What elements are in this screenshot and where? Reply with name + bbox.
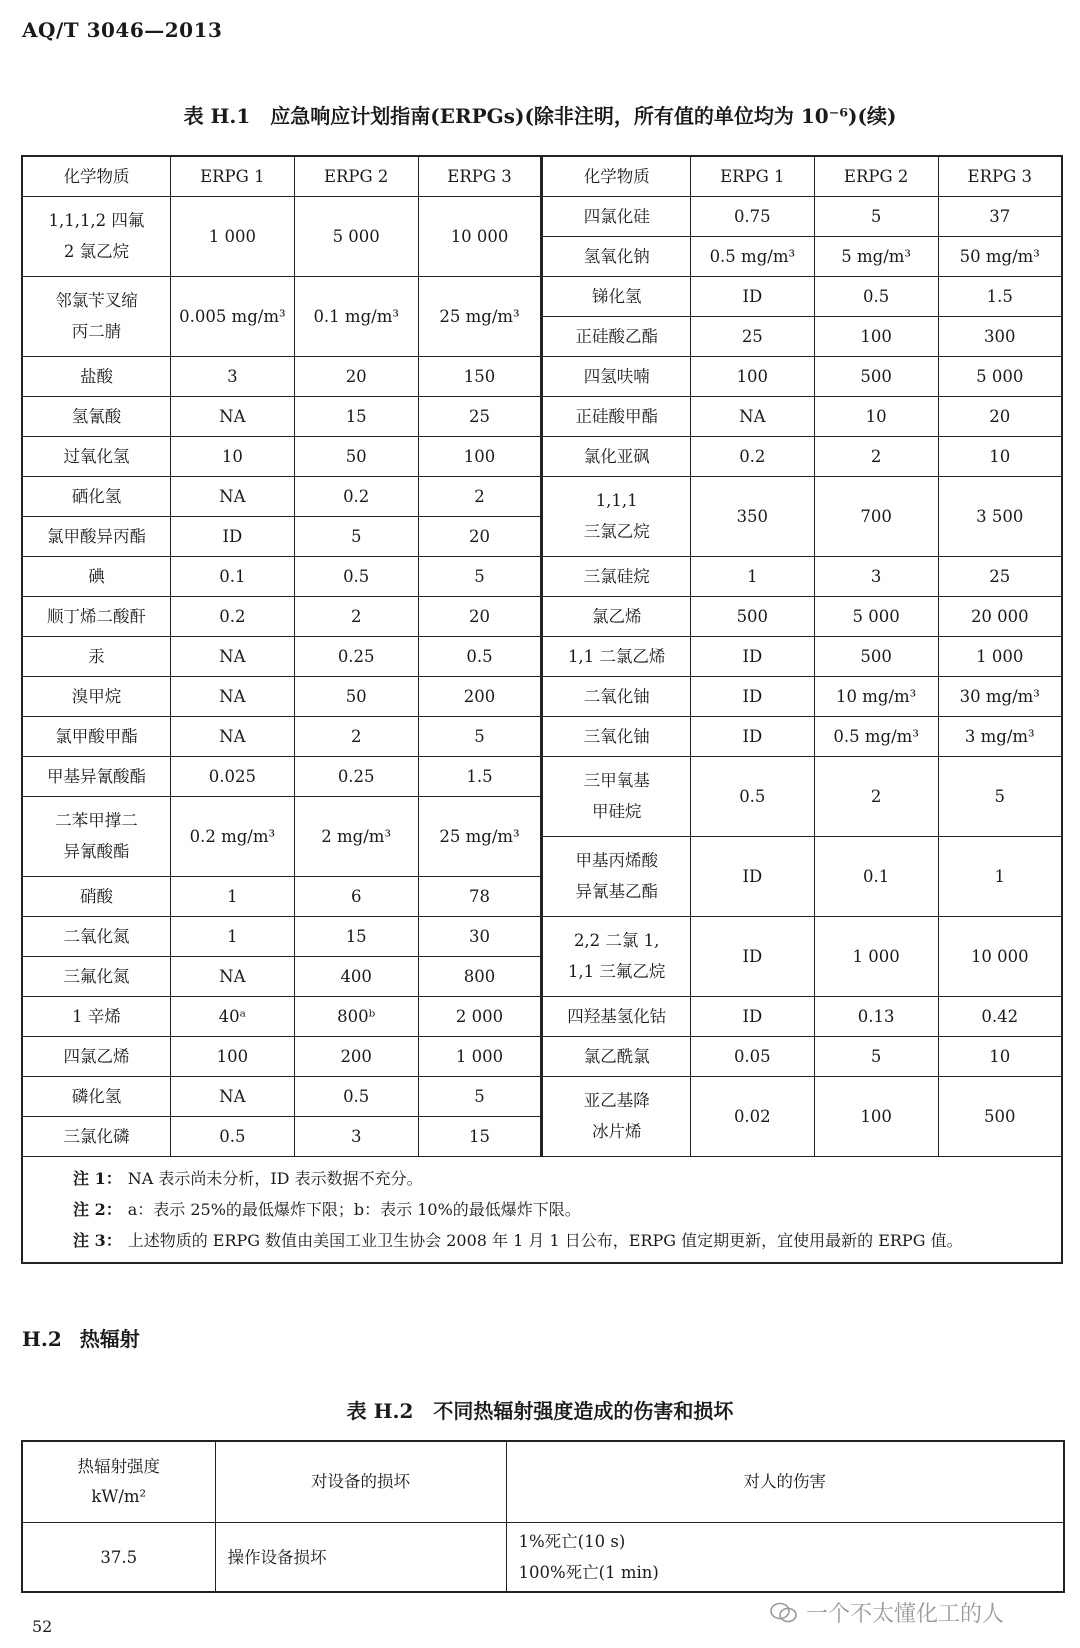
note-text: NA 表示尚未分析，ID 表示数据不充分。 (127, 1168, 423, 1188)
erpg2-value: 700 (814, 476, 938, 556)
equipment-header: 对设备的损坏 (215, 1441, 506, 1523)
section-title: 热辐射 (79, 1327, 140, 1351)
erpg3-value: 5 (418, 716, 542, 756)
erpg2-value: 5 (814, 1036, 938, 1076)
erpg2-value: 15 (294, 916, 418, 956)
substance-name-line: 锑化氢 (591, 286, 642, 306)
substance-name (22, 676, 170, 716)
erpg1-value: 0.05 (690, 1036, 814, 1076)
table2-caption: 表 H.2 不同热辐射强度造成的伤害和损坏 (346, 1399, 734, 1423)
table-row (22, 396, 1062, 436)
note-text: a：表示 25%的最低爆炸下限；b：表示 10%的最低爆炸下限。 (127, 1199, 581, 1219)
erpg1-value: ID (690, 676, 814, 716)
page-number: 52 (32, 1617, 53, 1636)
erpg1-value: 0.5 (170, 1116, 294, 1156)
substance-name-line: 甲基丙烯酸 (575, 851, 658, 870)
erpg2-value: 5 mg/m³ (814, 236, 938, 276)
substance-name (542, 996, 690, 1036)
substance-name-line: 1,1,1,2 四氟 (48, 211, 145, 230)
wechat-icon (770, 1602, 798, 1624)
substance-name (22, 636, 170, 676)
erpg2-value: 2 (814, 756, 938, 836)
substance-name (22, 356, 170, 396)
intensity-header: 热辐射强度 kW/m² (22, 1441, 215, 1523)
table-row (22, 756, 1062, 796)
column-header: ERPG 1 (690, 156, 814, 196)
note-line (73, 1194, 1011, 1225)
erpg2-value: 500 (814, 636, 938, 676)
erpg2-value: 50 (294, 436, 418, 476)
erpg1-value: ID (170, 516, 294, 556)
erpg1-value: NA (170, 716, 294, 756)
column-header: ERPG 3 (938, 156, 1062, 196)
erpg1-value: ID (690, 836, 814, 916)
substance-name-line: 氯乙烯 (591, 606, 642, 626)
erpg3-value: 20 (418, 516, 542, 556)
substance-name-line: 汞 (88, 646, 105, 666)
erpg1-value: 0.025 (170, 756, 294, 796)
column-header: 化学物质 (542, 156, 690, 196)
substance-name-line: 2 氯乙烷 (63, 242, 130, 261)
erpg1-value: NA (170, 956, 294, 996)
erpg1-value: ID (690, 916, 814, 996)
substance-name-line: 氯化亚砜 (583, 446, 650, 466)
substance-name-line: 1,1 三氟乙烷 (567, 962, 666, 981)
table-row (22, 356, 1062, 396)
erpg1-value: 25 (690, 316, 814, 356)
substance-name (22, 756, 170, 796)
erpg2-value: 10 mg/m³ (814, 676, 938, 716)
erpg1-value: NA (170, 1076, 294, 1116)
erpg1-value: ID (690, 716, 814, 756)
erpg2-value: 0.2 (294, 476, 418, 516)
table-row (22, 436, 1062, 476)
erpg1-value: 10 (170, 436, 294, 476)
substance-name-line: 1 辛烯 (72, 1006, 121, 1026)
erpg3-value: 3 mg/m³ (938, 716, 1062, 756)
table-row (22, 636, 1062, 676)
column-header: ERPG 3 (418, 156, 542, 196)
substance-name (542, 716, 690, 756)
substance-name (22, 796, 170, 876)
substance-name-line: 三氯硅烷 (583, 566, 650, 586)
substance-name-line: 1,1,1 (595, 491, 638, 510)
substance-name-line: 盐酸 (79, 366, 113, 386)
erpg2-value: 200 (294, 1036, 418, 1076)
table-row (22, 1076, 1062, 1116)
erpg1-value: 1 (170, 876, 294, 916)
substance-name-line: 四氢呋喃 (583, 366, 650, 386)
section-number: H.2 (22, 1327, 62, 1351)
erpg1-value: 0.5 mg/m³ (690, 236, 814, 276)
erpg1-value: 0.2 (170, 596, 294, 636)
substance-name (22, 556, 170, 596)
substance-name-line: 异氰酸酯 (63, 842, 130, 861)
erpg-table (21, 155, 1063, 1264)
note-label: 注 3： (73, 1230, 122, 1250)
substance-name-line: 顺丁烯二酸酐 (46, 606, 146, 626)
substance-name-line: 冰片烯 (591, 1122, 642, 1141)
column-header: ERPG 2 (814, 156, 938, 196)
erpg3-value: 50 mg/m³ (938, 236, 1062, 276)
erpg1-value: 500 (690, 596, 814, 636)
substance-name-line: 氯甲酸甲酯 (55, 726, 138, 746)
substance-name (542, 596, 690, 636)
substance-name-line: 碘 (88, 566, 105, 586)
substance-name (22, 876, 170, 916)
section-heading (22, 1323, 140, 1352)
erpg3-value: 20 (418, 596, 542, 636)
erpg1-value: 100 (690, 356, 814, 396)
erpg3-value: 0.5 (418, 636, 542, 676)
notes-row (22, 1156, 1062, 1263)
erpg2-value: 0.13 (814, 996, 938, 1036)
substance-name-line: 邻氯苄叉缩 (55, 291, 138, 310)
erpg1-value: 350 (690, 476, 814, 556)
erpg2-value: 3 (814, 556, 938, 596)
substance-name-line: 溴甲烷 (71, 686, 122, 706)
table-row (22, 276, 1062, 316)
note-text: 上述物质的 ERPG 数值由美国工业卫生协会 2008 年 1 月 1 日公布，ERPG 值定期更新，宜使用最新的 ERPG 值。 (127, 1230, 963, 1250)
table-row (22, 596, 1062, 636)
table-row (22, 556, 1062, 596)
erpg1-value: 1 000 (170, 196, 294, 276)
erpg3-value: 0.42 (938, 996, 1062, 1036)
erpg1-value: NA (170, 676, 294, 716)
substance-name-line: 过氧化氢 (63, 446, 130, 466)
erpg2-value: 400 (294, 956, 418, 996)
substance-name-line: 四氯乙烯 (63, 1046, 130, 1066)
erpg1-value: NA (170, 396, 294, 436)
table-row (22, 716, 1062, 756)
table-row (22, 916, 1062, 956)
erpg3-value: 2 (418, 476, 542, 516)
erpg3-value: 1.5 (418, 756, 542, 796)
erpg2-value: 0.5 mg/m³ (814, 716, 938, 756)
erpg3-value: 30 mg/m³ (938, 676, 1062, 716)
erpg2-value: 800ᵇ (294, 996, 418, 1036)
column-header: ERPG 2 (294, 156, 418, 196)
erpg1-value: 1 (690, 556, 814, 596)
substance-name-line: 二苯甲撑二 (55, 811, 138, 830)
erpg3-value: 5 (418, 1076, 542, 1116)
substance-name-line: 二氧化氮 (63, 926, 130, 946)
erpg2-value: 20 (294, 356, 418, 396)
substance-name (542, 916, 690, 996)
substance-name-line: 三氟化氮 (63, 966, 130, 986)
watermark-text: 一个不太懂化工的人 (806, 1602, 1005, 1627)
erpg2-value: 5 000 (814, 596, 938, 636)
substance-name (22, 196, 170, 276)
substance-name-line: 三氯乙烷 (583, 522, 650, 541)
erpg1-value: 0.75 (690, 196, 814, 236)
erpg3-value: 10 000 (938, 916, 1062, 996)
erpg2-value: 0.5 (294, 1076, 418, 1116)
human-cell: 1%死亡(10 s) 100%死亡(1 min) (506, 1523, 1064, 1593)
erpg1-value: NA (170, 636, 294, 676)
substance-name-line: 三甲氧基 (583, 771, 650, 790)
substance-name (22, 476, 170, 516)
table-row (22, 196, 1062, 236)
erpg1-value: 0.5 (690, 756, 814, 836)
substance-name (22, 1076, 170, 1116)
substance-name (22, 516, 170, 556)
substance-name-line: 硝酸 (79, 886, 113, 906)
substance-name-line: 正硅酸乙酯 (575, 326, 658, 346)
erpg3-value: 100 (418, 436, 542, 476)
table-row (22, 996, 1062, 1036)
erpg2-value: 500 (814, 356, 938, 396)
erpg1-value: NA (690, 396, 814, 436)
substance-name (542, 1076, 690, 1156)
substance-name-line: 氢氧化钠 (583, 246, 650, 266)
table-row (22, 1036, 1062, 1076)
erpg2-value: 2 mg/m³ (294, 796, 418, 876)
substance-name-line: 氢氰酸 (71, 406, 122, 426)
substance-name (22, 396, 170, 436)
substance-name-line: 四羟基氢化钴 (567, 1006, 667, 1026)
erpg2-value: 5 (814, 196, 938, 236)
note-label: 注 1： (73, 1168, 122, 1188)
substance-name-line: 氯甲酸异丙酯 (46, 526, 146, 546)
substance-name-line: 2,2 二氯 1, (573, 931, 660, 950)
substance-name (542, 356, 690, 396)
erpg1-value: 0.005 mg/m³ (170, 276, 294, 356)
erpg2-value: 5 000 (294, 196, 418, 276)
substance-name-line: 甲基异氰酸酯 (46, 766, 146, 786)
column-header: ERPG 1 (170, 156, 294, 196)
erpg3-value: 78 (418, 876, 542, 916)
table-row (22, 676, 1062, 716)
substance-name (22, 596, 170, 636)
erpg3-value: 5 (938, 756, 1062, 836)
column-header: 化学物质 (22, 156, 170, 196)
erpg3-value: 25 mg/m³ (418, 796, 542, 876)
erpg1-value: 1 (170, 916, 294, 956)
standard-code: AQ/T 3046—2013 (22, 18, 223, 42)
table-row (22, 476, 1062, 516)
erpg3-value: 500 (938, 1076, 1062, 1156)
erpg3-value: 5 (418, 556, 542, 596)
substance-name-line: 丙二腈 (71, 322, 122, 341)
substance-name-line: 氯乙酰氯 (583, 1046, 650, 1066)
note-line (73, 1225, 1011, 1256)
erpg1-value: ID (690, 996, 814, 1036)
erpg1-value: NA (170, 476, 294, 516)
substance-name-line: 磷化氢 (71, 1086, 122, 1106)
equipment-cell: 操作设备损坏 (215, 1523, 506, 1593)
erpg2-value: 2 (294, 716, 418, 756)
erpg3-value: 20 000 (938, 596, 1062, 636)
erpg2-value: 0.5 (814, 276, 938, 316)
erpg1-value: 0.2 (690, 436, 814, 476)
erpg1-value: ID (690, 276, 814, 316)
substance-name (22, 916, 170, 956)
table-row (22, 1523, 1064, 1593)
substance-name (542, 236, 690, 276)
erpg1-value: 3 (170, 356, 294, 396)
erpg3-value: 200 (418, 676, 542, 716)
substance-name (542, 676, 690, 716)
erpg2-value: 2 (814, 436, 938, 476)
erpg3-value: 1.5 (938, 276, 1062, 316)
substance-name (542, 316, 690, 356)
erpg2-value: 0.5 (294, 556, 418, 596)
substance-name (542, 636, 690, 676)
erpg1-value: 0.1 (170, 556, 294, 596)
erpg2-value: 2 (294, 596, 418, 636)
erpg3-value: 150 (418, 356, 542, 396)
erpg3-value: 25 mg/m³ (418, 276, 542, 356)
note-line (73, 1163, 1011, 1194)
erpg1-value: 100 (170, 1036, 294, 1076)
erpg2-value: 15 (294, 396, 418, 436)
substance-name (22, 276, 170, 356)
erpg3-value: 1 (938, 836, 1062, 916)
erpg3-value: 10 000 (418, 196, 542, 276)
erpg2-value: 0.1 (814, 836, 938, 916)
substance-name-line: 三氧化铀 (583, 726, 650, 746)
erpg3-value: 10 (938, 436, 1062, 476)
substance-name-line: 二氧化铀 (583, 686, 650, 706)
erpg1-value: 0.02 (690, 1076, 814, 1156)
erpg3-value: 15 (418, 1116, 542, 1156)
substance-name-line: 1,1 二氯乙烯 (567, 646, 666, 666)
table-header-row (22, 1441, 1064, 1523)
erpg3-value: 25 (418, 396, 542, 436)
thermal-radiation-table (21, 1440, 1065, 1593)
erpg3-value: 10 (938, 1036, 1062, 1076)
human-header: 对人的伤害 (506, 1441, 1064, 1523)
substance-name (22, 1036, 170, 1076)
erpg2-value: 5 (294, 516, 418, 556)
erpg3-value: 1 000 (938, 636, 1062, 676)
erpg3-value: 3 500 (938, 476, 1062, 556)
substance-name-line: 甲硅烷 (591, 802, 642, 821)
substance-name (542, 436, 690, 476)
note-label: 注 2： (73, 1199, 122, 1219)
erpg2-value: 10 (814, 396, 938, 436)
erpg2-value: 6 (294, 876, 418, 916)
erpg2-value: 1 000 (814, 916, 938, 996)
substance-name-line: 异氰基乙酯 (575, 882, 658, 901)
substance-name (542, 556, 690, 596)
substance-name (22, 716, 170, 756)
erpg3-value: 2 000 (418, 996, 542, 1036)
substance-name (542, 1036, 690, 1076)
substance-name (542, 756, 690, 836)
erpg3-value: 300 (938, 316, 1062, 356)
erpg1-value: 0.2 mg/m³ (170, 796, 294, 876)
erpg2-value: 100 (814, 1076, 938, 1156)
erpg2-value: 100 (814, 316, 938, 356)
substance-name (22, 1116, 170, 1156)
erpg2-value: 0.1 mg/m³ (294, 276, 418, 356)
substance-name-line: 亚乙基降 (583, 1091, 650, 1110)
erpg2-value: 0.25 (294, 636, 418, 676)
substance-name (542, 836, 690, 916)
erpg2-value: 3 (294, 1116, 418, 1156)
erpg3-value: 1 000 (418, 1036, 542, 1076)
substance-name (22, 436, 170, 476)
intensity-cell: 37.5 (22, 1523, 215, 1593)
substance-name-line: 三氯化磷 (63, 1126, 130, 1146)
erpg3-value: 800 (418, 956, 542, 996)
table1-caption: 表 H.1 应急响应计划指南(ERPGs)(除非注明，所有值的单位均为 10⁻⁶)(续) (183, 104, 897, 128)
substance-name (542, 396, 690, 436)
erpg3-value: 20 (938, 396, 1062, 436)
substance-name (542, 196, 690, 236)
erpg3-value: 5 000 (938, 356, 1062, 396)
erpg3-value: 37 (938, 196, 1062, 236)
watermark (770, 1597, 1004, 1628)
erpg2-value: 50 (294, 676, 418, 716)
erpg1-value: 40ᵃ (170, 996, 294, 1036)
substance-name-line: 四氯化硅 (583, 206, 650, 226)
erpg3-value: 30 (418, 916, 542, 956)
substance-name (542, 476, 690, 556)
substance-name (22, 956, 170, 996)
table-notes (22, 1156, 1062, 1263)
substance-name (22, 996, 170, 1036)
table-header-row (22, 156, 1062, 196)
erpg2-value: 0.25 (294, 756, 418, 796)
erpg3-value: 25 (938, 556, 1062, 596)
substance-name (542, 276, 690, 316)
erpg1-value: ID (690, 636, 814, 676)
substance-name-line: 正硅酸甲酯 (575, 406, 658, 426)
substance-name-line: 硒化氢 (71, 486, 122, 506)
